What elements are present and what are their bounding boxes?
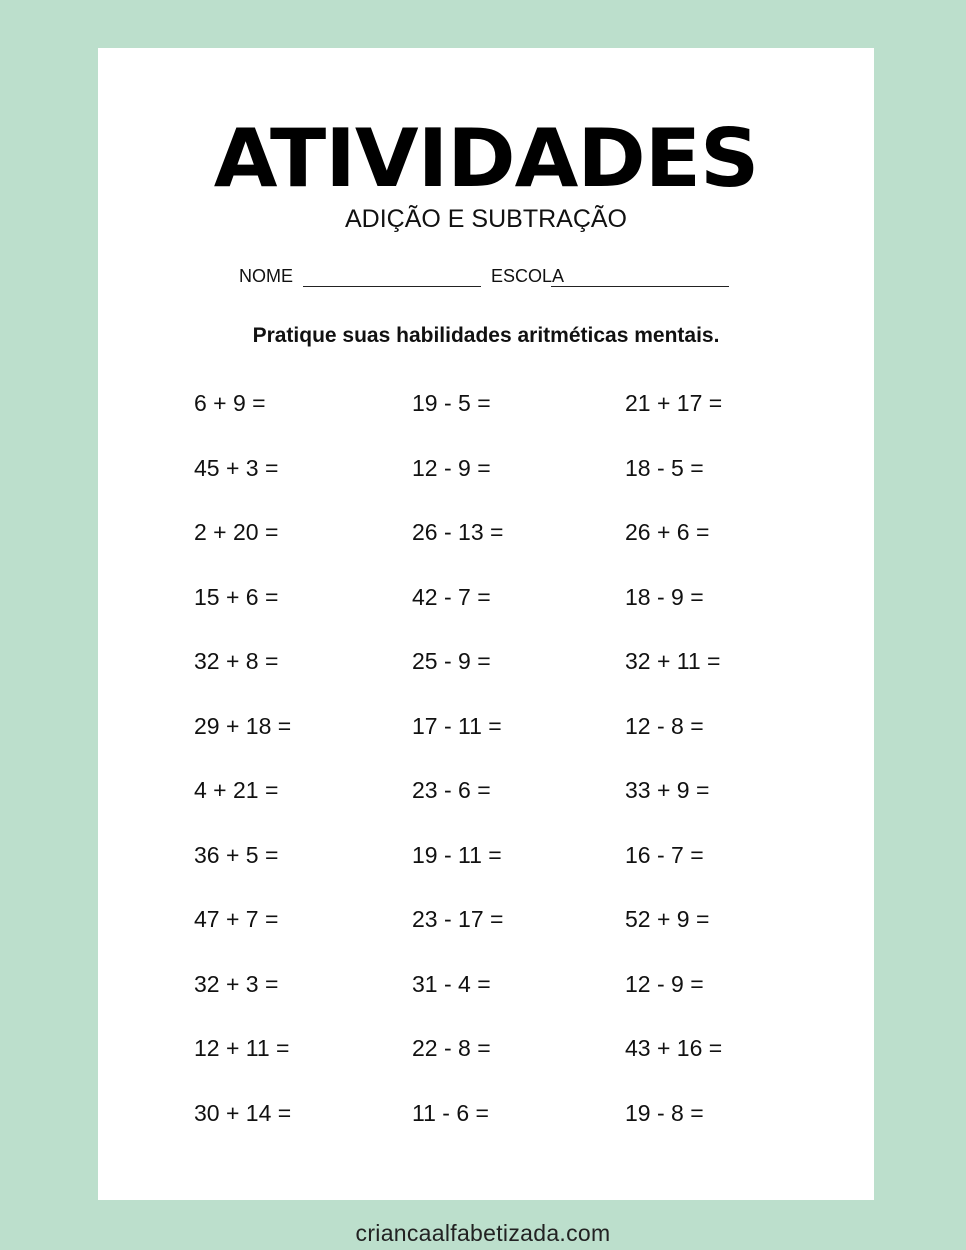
problem-item: 11 - 6 = xyxy=(412,1099,489,1126)
school-blank-line xyxy=(551,286,729,287)
problem-row xyxy=(194,388,814,420)
problem-item: 12 - 9 = xyxy=(625,970,704,997)
problem-item: 32 + 3 = xyxy=(194,970,279,997)
problem-row xyxy=(194,646,814,678)
problem-item: 52 + 9 = xyxy=(625,906,710,932)
problem-item: 19 - 5 = xyxy=(412,390,491,416)
problem-item: 18 - 9 = xyxy=(625,583,704,610)
problem-item: 17 - 11 = xyxy=(412,712,502,739)
problem-item: 6 + 9 = xyxy=(194,390,266,416)
problem-item: 45 + 3 = xyxy=(194,454,279,481)
problem-row xyxy=(194,969,814,1001)
problem-item: 16 - 7 = xyxy=(625,841,704,868)
problem-item: 32 + 11 = xyxy=(625,648,721,674)
problem-item: 25 - 9 = xyxy=(412,648,491,674)
worksheet-sheet xyxy=(98,48,874,1200)
problem-item: 36 + 5 = xyxy=(194,841,279,868)
problem-item: 2 + 20 = xyxy=(194,519,279,545)
footer-website: criancaalfabetizada.com xyxy=(355,1220,611,1246)
problem-row xyxy=(194,904,814,936)
problem-item: 12 - 9 = xyxy=(412,454,491,481)
problem-item: 4 + 21 = xyxy=(194,777,279,803)
worksheet-title: ATIVIDADES xyxy=(213,112,759,205)
problem-item: 23 - 17 = xyxy=(412,906,504,932)
problem-row xyxy=(194,775,814,807)
problem-row xyxy=(194,711,814,743)
problem-item: 30 + 14 = xyxy=(194,1099,292,1126)
problem-item: 47 + 7 = xyxy=(194,906,279,932)
problem-item: 29 + 18 = xyxy=(194,712,292,739)
problem-item: 19 - 8 = xyxy=(625,1099,704,1126)
problem-row xyxy=(194,1033,814,1065)
problem-item: 26 - 13 = xyxy=(412,519,504,545)
school-label: ESCOLA xyxy=(491,266,565,286)
problem-item: 26 + 6 = xyxy=(625,519,710,545)
problem-row xyxy=(194,1098,814,1130)
worksheet-subtitle: ADIÇÃO E SUBTRAÇÃO xyxy=(345,205,627,233)
problem-item: 42 - 7 = xyxy=(412,583,491,610)
problem-item: 12 + 11 = xyxy=(194,1035,290,1061)
problem-item: 43 + 16 = xyxy=(625,1035,723,1061)
name-label: NOME xyxy=(239,266,293,286)
problem-item: 19 - 11 = xyxy=(412,841,502,868)
name-blank-line xyxy=(303,286,481,287)
instructions-text: Pratique suas habilidades aritméticas mentais. xyxy=(252,324,720,347)
problem-row xyxy=(194,840,814,872)
problem-item: 21 + 17 = xyxy=(625,390,723,416)
problem-item: 31 - 4 = xyxy=(412,970,491,997)
problem-item: 22 - 8 = xyxy=(412,1035,491,1061)
problem-row xyxy=(194,582,814,614)
problem-item: 32 + 8 = xyxy=(194,648,279,674)
problem-item: 18 - 5 = xyxy=(625,454,704,481)
problem-row xyxy=(194,517,814,549)
problem-item: 23 - 6 = xyxy=(412,777,491,803)
problem-item: 15 + 6 = xyxy=(194,583,279,610)
problem-item: 12 - 8 = xyxy=(625,712,704,739)
problem-row xyxy=(194,453,814,485)
problem-item: 33 + 9 = xyxy=(625,777,710,803)
